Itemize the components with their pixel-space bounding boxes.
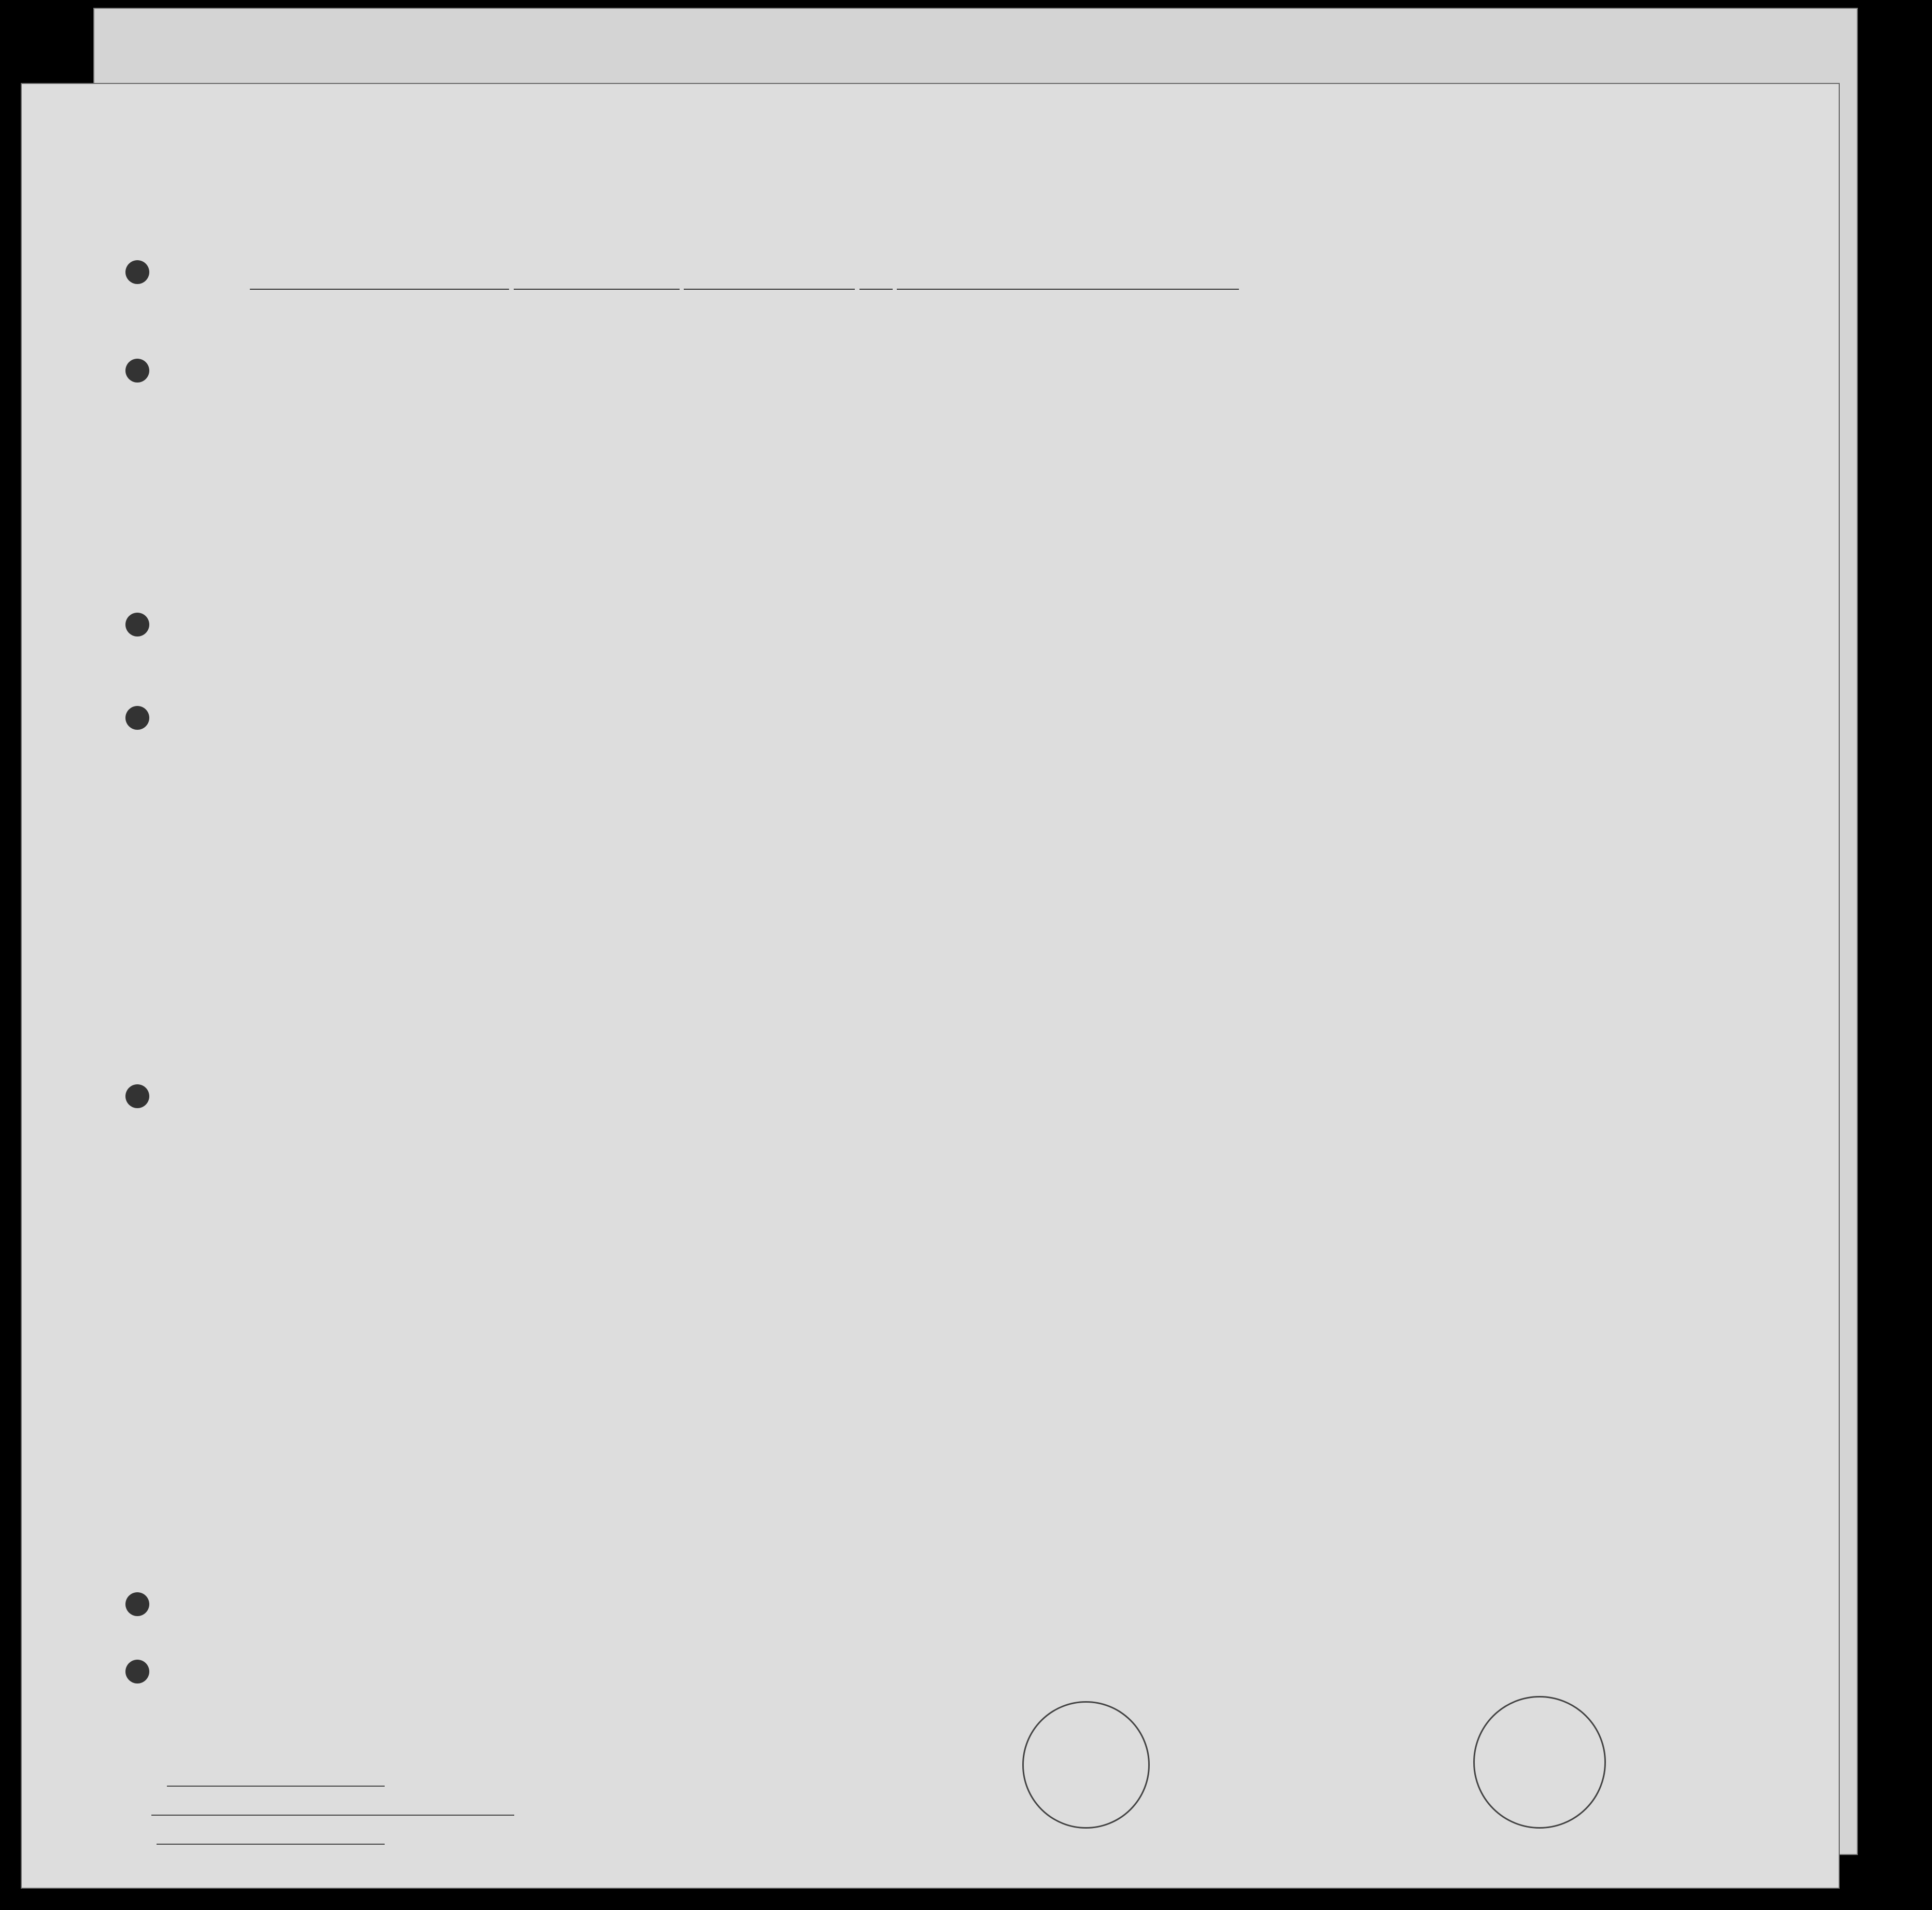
punch-hole xyxy=(125,706,149,730)
punch-hole xyxy=(125,359,149,383)
col-header-physical-marks xyxy=(1421,328,1546,335)
arrival-port xyxy=(514,289,680,290)
col-header-shipped xyxy=(727,328,898,338)
arrival-date xyxy=(684,289,855,290)
footer-line xyxy=(146,1775,385,1790)
col-header-position xyxy=(610,328,724,348)
col-header-number xyxy=(89,328,131,338)
col-header-age xyxy=(1048,328,1079,351)
punch-hole xyxy=(125,613,149,636)
manifest-page xyxy=(21,83,1840,1889)
punch-hole xyxy=(125,1084,149,1108)
consulate-stamp-left xyxy=(1022,1701,1150,1829)
footer-owners xyxy=(146,1804,514,1819)
col-header-sex xyxy=(1079,328,1131,351)
sheet-number xyxy=(1740,144,1745,161)
footer-agents xyxy=(146,1833,385,1848)
col-header-previous-voyage xyxy=(133,328,221,334)
arrival-year xyxy=(859,289,893,290)
col-header-height xyxy=(1328,328,1375,351)
departure-port xyxy=(897,289,1239,290)
col-header-race xyxy=(1131,328,1224,351)
ruled-grid xyxy=(22,84,1839,1888)
col-header-weight xyxy=(1375,328,1421,351)
col-header-read xyxy=(996,328,1048,338)
col-header-nationality xyxy=(1224,328,1328,351)
col-header-name xyxy=(224,328,566,338)
punch-hole xyxy=(125,260,149,284)
vessel-name xyxy=(250,289,509,290)
punch-hole xyxy=(125,1592,149,1616)
vessel-line xyxy=(250,275,1753,294)
punch-hole xyxy=(125,1660,149,1683)
col-header-service-length xyxy=(567,328,609,334)
footer-note xyxy=(1136,1831,1810,1833)
consulate-stamp-right xyxy=(1473,1696,1606,1829)
col-header-paid-off xyxy=(900,328,996,335)
consulate-visa-block xyxy=(1494,1527,1649,1604)
